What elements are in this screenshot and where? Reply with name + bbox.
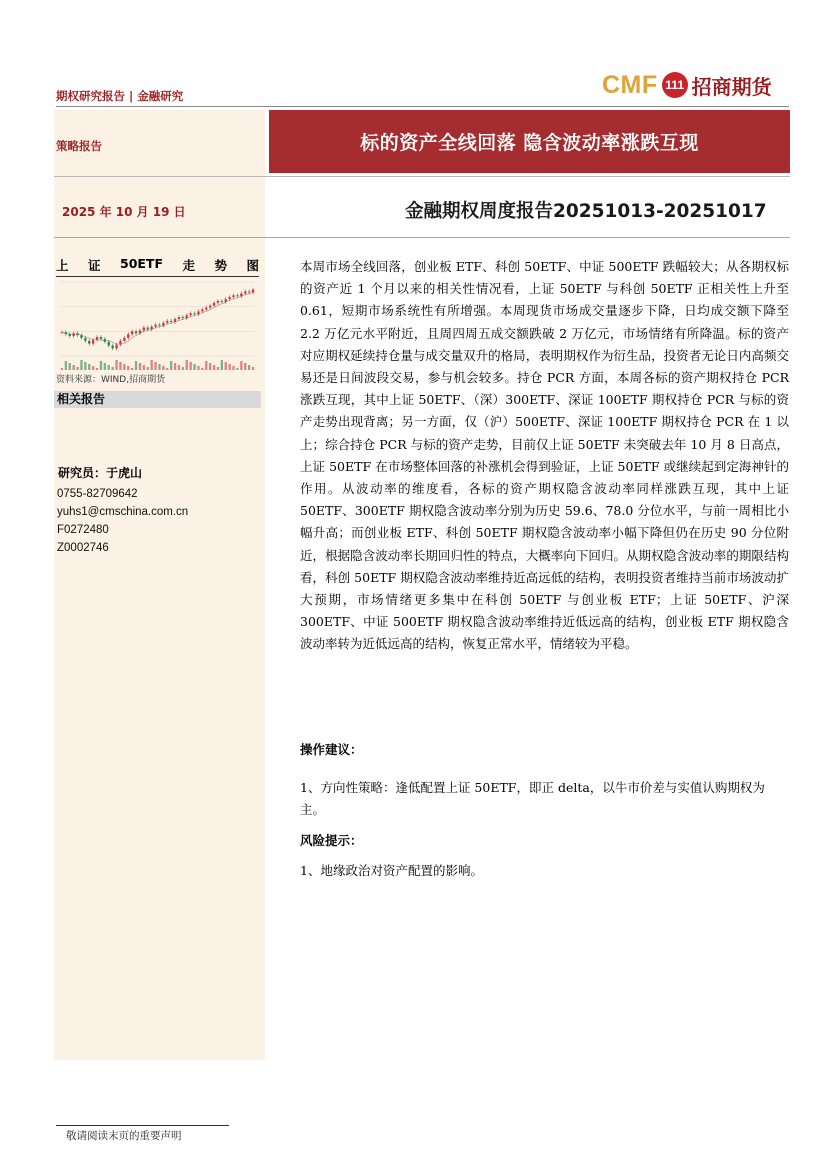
footer-divider xyxy=(56,1125,229,1126)
volume-bar xyxy=(115,360,117,370)
volume-bar xyxy=(65,361,67,370)
volume-bar xyxy=(248,365,250,370)
volume-bar xyxy=(228,364,230,370)
candle-body xyxy=(92,340,94,344)
candle-body xyxy=(228,297,230,299)
candle-body xyxy=(205,308,207,310)
candle-body xyxy=(236,295,238,296)
chart-title-part: 50ETF xyxy=(120,256,163,271)
candle-body xyxy=(217,301,219,303)
operation-advice-heading: 操作建议： xyxy=(300,742,363,757)
chart-source: 资料来源：WIND,招商期货 xyxy=(56,375,166,385)
logo-mark-icon: 111 xyxy=(662,72,688,98)
candle-body xyxy=(201,310,203,312)
volume-bar xyxy=(209,363,211,370)
volume-bar xyxy=(108,365,110,370)
risk-warning-heading: 风险提示： xyxy=(300,833,363,848)
report-type-label: 策略报告 xyxy=(56,139,102,153)
candle-body xyxy=(123,338,125,341)
volume-bar xyxy=(96,368,98,370)
candle-body xyxy=(162,323,164,326)
report-title: 金融期权周度报告20251013-20251017 xyxy=(405,201,767,222)
chart-title-part: 证 xyxy=(88,258,101,273)
candle-body xyxy=(65,332,67,334)
company-logo xyxy=(602,70,772,100)
volume-bar xyxy=(147,367,149,370)
volume-bar xyxy=(123,364,125,370)
chart-title xyxy=(56,256,259,274)
candle-body xyxy=(178,317,180,319)
candle-body xyxy=(240,293,242,296)
volume-bar xyxy=(100,361,102,370)
sidebar-panel xyxy=(54,110,265,1060)
header-divider xyxy=(56,106,789,107)
candle-body xyxy=(131,331,133,334)
volume-bar xyxy=(127,366,129,370)
candle-body xyxy=(174,319,176,322)
volume-bar xyxy=(72,365,74,370)
candle-body xyxy=(225,299,227,302)
candle-body xyxy=(127,334,129,338)
volume-bar xyxy=(205,361,207,370)
volume-bar xyxy=(197,366,199,370)
candle-body xyxy=(221,301,223,302)
candle-body xyxy=(61,332,63,333)
volume-bar xyxy=(232,366,234,370)
volume-bar xyxy=(174,363,176,370)
volume-bar xyxy=(80,360,82,370)
header-left-label: 期权研究报告 | 金融研究 xyxy=(56,89,184,103)
footer-disclaimer: 敬请阅读末页的重要声明 xyxy=(66,1130,182,1142)
volume-bar xyxy=(84,362,86,370)
candle-body xyxy=(213,303,215,306)
operation-advice-text: 1、方向性策略：逢低配置上证 50ETF，即正 delta，以牛市价差与实值认购期权为主。 xyxy=(300,780,765,817)
volume-bar xyxy=(193,364,195,370)
volume-bar xyxy=(76,367,78,370)
divider xyxy=(54,176,790,177)
candle-body xyxy=(88,341,90,344)
candle-body xyxy=(111,346,113,349)
volume-bar xyxy=(131,368,133,370)
volume-bar xyxy=(182,367,184,370)
analyst-phone: 0755-82709642 xyxy=(57,488,138,500)
candle-body xyxy=(115,345,117,349)
volume-bar xyxy=(154,362,156,370)
volume-bar xyxy=(61,368,63,370)
candle-body xyxy=(232,295,234,297)
volume-bar xyxy=(139,363,141,370)
candle-body xyxy=(252,290,254,293)
chart-title-part: 势 xyxy=(214,258,227,273)
volume-bar xyxy=(92,366,94,370)
candle-body xyxy=(143,328,145,331)
divider xyxy=(54,237,790,238)
volume-bar xyxy=(88,364,90,370)
chart-title-part: 走 xyxy=(182,258,195,273)
report-headline: 标的资产全线回落 隐含波动率涨跌互现 xyxy=(269,110,790,173)
related-reports-heading: 相关报告 xyxy=(54,391,261,408)
volume-bar xyxy=(162,366,164,370)
candle-body xyxy=(193,313,195,314)
candle-body xyxy=(69,334,71,336)
candle-body xyxy=(76,333,78,335)
volume-bar xyxy=(221,360,223,370)
volume-bar xyxy=(143,365,145,370)
report-date: 2025 年 10 月 19 日 xyxy=(62,205,186,219)
candle-body xyxy=(209,306,211,308)
candle-body xyxy=(139,330,141,333)
candle-body xyxy=(197,311,199,314)
chart-title-part: 图 xyxy=(246,258,259,273)
volume-bar xyxy=(225,362,227,370)
volume-bar xyxy=(166,368,168,370)
analyst-name: 研究员：于虎山 xyxy=(58,466,143,480)
volume-bar xyxy=(111,367,113,370)
volume-bar xyxy=(213,365,215,370)
candle-body xyxy=(170,321,172,322)
volume-bar xyxy=(135,361,137,370)
risk-warning-text: 1、地缘政治对资产配置的影响。 xyxy=(300,863,483,878)
candle-body xyxy=(189,313,191,315)
volume-bar xyxy=(236,368,238,370)
candle-body xyxy=(244,291,246,293)
candle-body xyxy=(119,341,121,345)
volume-bar xyxy=(69,363,71,370)
candle-body xyxy=(108,342,110,346)
candle-body xyxy=(80,335,82,338)
volume-bar xyxy=(244,363,246,370)
analyst-license-f: F0272480 xyxy=(57,524,109,536)
volume-bar xyxy=(189,362,191,370)
moving-average-line xyxy=(62,293,253,345)
volume-bar xyxy=(178,365,180,370)
logo-cn: 招商期货 xyxy=(691,74,772,99)
etf-trend-chart xyxy=(56,278,259,370)
candle-body xyxy=(154,325,156,327)
volume-bar xyxy=(217,367,219,370)
candle-body xyxy=(84,338,86,341)
chart-rule xyxy=(56,276,259,277)
candle-body xyxy=(248,291,250,292)
candle-body xyxy=(96,337,98,340)
candle-body xyxy=(186,315,188,318)
candle-body xyxy=(147,328,149,330)
logo-latin: CMF xyxy=(602,70,658,99)
volume-bar xyxy=(201,368,203,370)
candle-body xyxy=(100,337,102,339)
volume-bar xyxy=(240,361,242,370)
analyst-license-z: Z0002746 xyxy=(57,542,109,554)
volume-bar xyxy=(170,361,172,370)
volume-bar xyxy=(186,360,188,370)
candle-body xyxy=(182,317,184,318)
chart-title-part: 上 xyxy=(56,258,69,273)
volume-bar xyxy=(104,363,106,370)
analyst-email[interactable]: yuhs1@cmschina.com.cn xyxy=(57,506,189,518)
candle-body xyxy=(135,331,137,333)
candle-body xyxy=(158,325,160,326)
volume-bar xyxy=(150,360,152,370)
candle-body xyxy=(150,327,152,330)
summary-paragraph: 本周市场全线回落，创业板 ETF、科创 50ETF、中证 500ETF 跌幅较大；从各期权标的资产近 1 个月以来的相关性情况看，上证 50ETF 与科创 50ETF 正相关性上升至 0.61，短期市场系统性有所增强。本周现货市场成交量逐步下降，日均成交额下降至 2.2 万亿元水平附近，且周四周五成交额跌破 2 万亿元，市场情绪有所降温。标的资产对应期权延续持仓量与成交量双升的格局，表明期权作为衍生品，投资者无论日内高频交易还是日间波段交易，参与机会较多。持仓 PCR 方面，本周各标的资产期权持仓 PCR 涨跌互现，其中上证 50ETF、（深）300ETF、深证 100ETF 期权持仓 PCR 与标的资产走势出现背离；另一方面，仅（沪）500ETF、深证 100ETF 期权持仓 PCR 在 1 以上；综合持仓 PCR 与标的资产走势，目前仅上证 50ETF 未突破去年 10 月 8 日高点，上证 50ETF 在市场整体回落的补涨机会得到验证，上证 50ETF 或继续起到定海神针的作用。从波动率的维度看，各标的资产期权隐含波动率同样涨跌互现，其中上证 50ETF、300ETF 期权隐含波动率分别为历史 59.6、78.0 分位水平，与前一周相比小幅升高；而创业板 ETF、科创 50ETF 期权隐含波动率小幅下降但仍在历史 90 分位附近，根据隐含波动率长期回归性的特点，大概率向下回归。从期权隐含波动率的期限结构看，科创 50ETF 期权隐含波动率维持近高远低的结构，表明投资者维持当前市场波动扩大预期，市场情绪更多集中在科创 50ETF 与创业板 ETF；上证 50ETF、沪深 300ETF、中证 500ETF 期权隐含波动率维持近低远高的结构，创业板 ETF 期权隐含波动率转为近低远高的结构，恢复正常水平，情绪较为平稳。 xyxy=(300,259,789,652)
volume-bar xyxy=(119,362,121,370)
candle-body xyxy=(104,339,106,342)
candle-body xyxy=(72,333,74,336)
candle-body xyxy=(166,321,168,323)
volume-bar xyxy=(252,367,254,370)
volume-bar xyxy=(158,364,160,370)
